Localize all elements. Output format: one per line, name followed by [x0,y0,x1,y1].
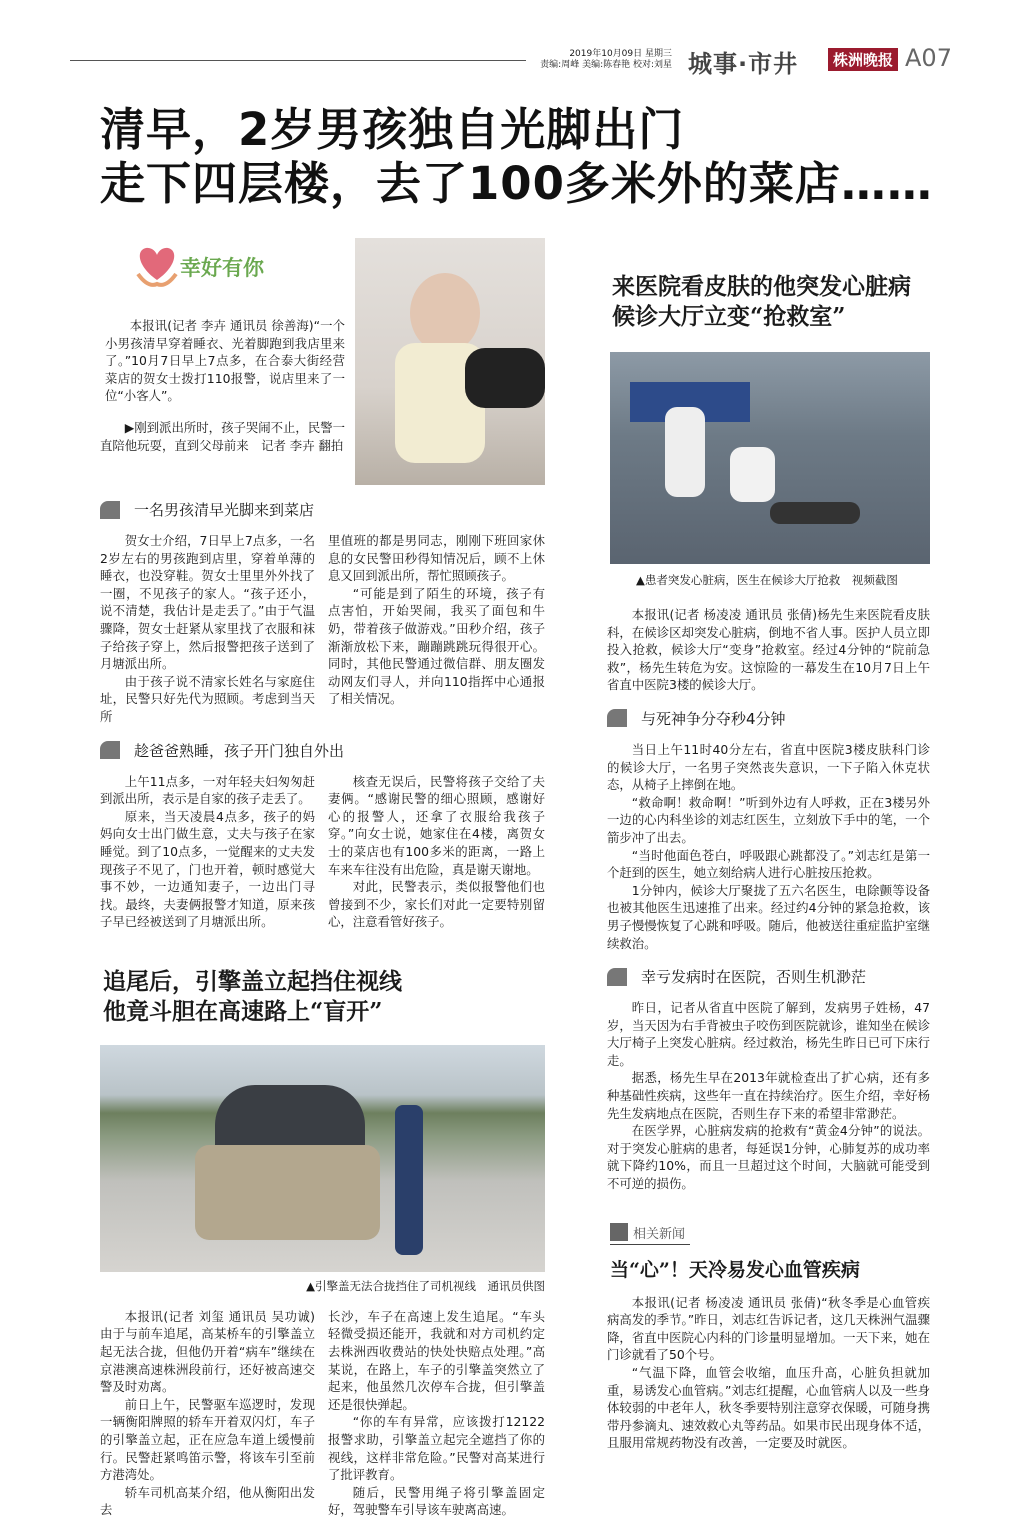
photo-boy [355,238,545,485]
story4-body [607,1294,930,1452]
header-rule [70,60,526,61]
subhead-text: 趁爸爸熟睡，孩子开门独自外出 [134,741,345,760]
page-number: A07 [905,44,952,72]
paragraph: “你的车有异常，应该拨打12122报警求助，引擎盖立起完全遮挡了你的视线，这样非常危险。”民警对高某进行了批评教育。 [328,1414,545,1483]
paragraph: 据悉，杨先生早在2013年就检查出了扩心病，还有多种基础性疾病，这些年一直在持续治疗。医生介绍，幸好杨先生发病地点在医院，否则生存下来的希望非常渺茫。 [607,1070,930,1121]
paragraph: 贺女士介绍，7日早上7点多，一名2岁左右的男孩跑到店里，穿着单薄的睡衣，也没穿鞋。贺女士里里外外找了一圈，不见孩子的家人。“孩子还小，说不清楚，我估计是走丢了。”由于气温骤降，贺女士赶紧从家里找了衣服和袜子给孩子穿上，然后报警把孩子送到了月塘派出所。 [100,533,315,672]
paragraph: 当日上午11时40分左右，省直中医院3楼皮肤科门诊的候诊大厅，一名男子突然丧失意识，一下子陷入休克状态，从椅子上摔倒在地。 [607,741,930,793]
section-name: 城事·市井 [688,50,799,78]
story2-headline [103,967,545,1027]
paragraph: 核查无误后，民警将孩子交给了夫妻俩。“感谢民警的细心照顾，感谢好心的报警人，还拿了衣服给我孩子穿。”向女士说，她家住在4楼，离贺女士的菜店也有100多米的距离，一路上车来车往没有出危险，真是谢天谢地。 [328,773,545,877]
paragraph: 本报讯(记者 李卉 通讯员 徐善海)“一个小男孩清早穿着睡衣、光着脚跑到我店里来了。”10月7日早上7点多，在合泰大街经营菜店的贺女士拨打110报警，说店里来了一位“小客人”。 [105,318,345,404]
paragraph: 本报讯(记者 杨凌凌 通讯员 张倩)杨先生来医院看皮肤科，在候诊区却突发心脏病，倒地不省人事。医护人员立即投入抢救，候诊大厅“变身”抢救室。经过4分钟的“院前急救”，杨先生转危为安。这惊险的一幕发生在10月7日上午省直中医院3楼的候诊大厅。 [607,607,930,693]
subhead-marker-icon [100,501,120,519]
photo-car [100,1045,545,1272]
subhead-1 [100,499,545,520]
heart-hands-icon [132,238,182,288]
headline-line1: 清早，2岁男孩独自光脚出门 [100,103,685,156]
editor-credits: 责编:周峰 美编:陈春艳 校对:刘星 [540,60,672,70]
story1-section2 [100,773,545,931]
paragraph: 上午11点多，一对年轻夫妇匆匆赶到派出所，表示是自家的孩子走丢了。 [100,773,315,807]
story3-intro [607,606,930,694]
tag-text: 相关新闻 [633,1226,686,1242]
story1-intro [100,317,345,405]
paragraph: “救命啊！救命啊！”听到外边有人呼救，正在3楼另外一边的心内科坐诊的刘志红医生，立刻放下手中的笔，一个箭步冲了出去。 [607,794,930,845]
paragraph: 对此，民警表示，类似报警他们也曾接到不少，家长们对此一定要特别留心，注意看管好孩子。 [328,879,545,930]
story1-col4 [328,773,545,931]
subhead-2 [100,740,545,761]
subhead-marker-icon [607,709,627,727]
main-headline [100,103,933,211]
headline-line1: 来医院看皮肤的他突发心脏病 [612,273,911,300]
arrow-icon [610,1223,628,1241]
story2-col2 [328,1308,545,1519]
subhead-text: 与死神争分夺秒4分钟 [641,709,786,728]
paragraph: 1分钟内，候诊大厅聚拢了五六名医生，电除颤等设备也被其他医生迅速推了出来。经过约4分钟的紧急抢救，该男子慢慢恢复了心跳和呼吸。随后，他被送往重症监护室继续救治。 [607,882,930,951]
story3-body1 [607,741,930,952]
subhead-marker-icon [607,968,627,986]
paragraph: 随后，民警用绳子将引擎盖固定好，驾驶警车引导该车驶离高速。 [328,1484,545,1518]
story1-top [100,238,545,485]
issue-date: 2019年10月09日 星期三 [569,49,672,59]
story1-section1 [100,532,545,726]
headline-line1: 追尾后，引擎盖立起挡住视线 [103,967,402,995]
paragraph: 轿车司机高某介绍，他从衡阳出发去 [100,1484,315,1518]
column-logo [132,238,345,293]
paragraph: “当时他面色苍白，呼吸跟心跳都没了。”刘志红是第一个赶到的医生，她立刻给病人进行心脏按压抢救。 [607,847,930,881]
photo-caption: ▲患者突发心脏病，医生在候诊大厅抢救 视频截图 [636,573,898,587]
paragraph: 里值班的都是男同志，刚刚下班回家休息的女民警田秒得知情况后，顾不上休息又回到派出所，帮忙照顾孩子。 [328,533,545,584]
subhead-text: 一名男孩清早光脚来到菜店 [134,501,315,519]
headline-line2: 候诊大厅立变“抢救室” [612,303,846,330]
headline-line2: 走下四层楼，去了100多米外的菜店…… [100,157,933,210]
newspaper-logo: 株洲晚报 [828,48,898,71]
story1-top-text [100,238,345,485]
story2-body [100,1308,545,1519]
caption-text: ▶刚到派出所时，孩子哭闹不止，民警一直陪他玩耍，直到父母前来 记者 李卉 翻拍 [100,419,345,453]
paragraph: 原来，当天凌晨4点多，孩子的妈妈向女士出门做生意，丈夫与孩子在家睡觉。到了10点多，一觉醒来的丈夫发现孩子不见了，门也开着，顿时感觉大事不妙，一边通知妻子，一边出门寻找。最终，夫妻俩报警才知道，原来孩子早已经被送到了月塘派出所。 [100,808,315,930]
paragraph: 由于孩子说不清家长姓名与家庭住址，民警只好先代为照顾。考虑到当天所 [100,673,315,724]
paragraph: “气温下降，血管会收缩，血压升高，心脏负担就加重，易诱发心血管病。”刘志红提醒，心血管病人以及一些身体较弱的中老年人，秋冬季要特别注意穿衣保暖，可随身携带丹参滴丸、速效救心丸等药品。如果市民出现身体不适，且服用常规药物没有改善，一定要及时就医。 [607,1365,930,1451]
story2-col1 [100,1308,315,1519]
headline-line2: 他竟斗胆在高速路上“盲开” [103,997,383,1025]
left-column [100,238,545,1519]
subhead-3 [607,708,930,729]
subhead-text: 幸亏发病时在医院，否则生机渺茫 [641,968,867,987]
subhead-4 [607,966,930,987]
photo-caption: ▲引擎盖无法合拢挡住了司机视线 通讯员供图 [306,1278,545,1293]
story4-headline: 当“心”！天冷易发心血管疾病 [610,1258,860,1281]
paragraph: 本报讯(记者 杨凌凌 通讯员 张倩)“秋冬季是心血管疾病高发的季节。”昨日，刘志红告诉记者，这几天株洲气温骤降，省直中医院心内科的门诊量明显增加。一天下来，她在门诊就看了50个号。 [607,1294,930,1363]
story1-col1 [100,532,315,726]
paragraph: 在医学界，心脏病发病的抢救有“黄金4分钟”的说法。对于突发心脏病的患者，每延误1分钟，心肺复苏的成功率就下降约10%，而且一旦超过这个时间，大脑就可能受到不可逆的损伤。 [607,1123,930,1192]
story3-body2 [607,999,930,1193]
paragraph: 前日上午，民警驱车巡逻时，发现一辆衡阳牌照的轿车开着双闪灯，车子的引擎盖立起，正在应急车道上缓慢前行。民警赶紧鸣笛示警，将该车引至前方港湾处。 [100,1396,315,1483]
story1-col3 [100,773,315,931]
header-meta [540,49,672,71]
photo-hospital [610,352,930,564]
right-column [607,272,930,1452]
paragraph: 长沙，车子在高速上发生追尾。“车头轻微受损还能开，我就和对方司机约定去株洲西收费站的快处快赔点处理。”高某说，在路上，车子的引擎盖突然立了起来，他虽然几次停车合拢，但引擎盖还是很快弹起。 [328,1308,545,1412]
story1-col2 [328,532,545,726]
paragraph: “可能是到了陌生的环境，孩子有点害怕，开始哭闹，我买了面包和牛奶，带着孩子做游戏。”田秒介绍，孩子渐渐放松下来，蹦蹦跳跳玩得很开心。同时，其他民警通过微信群、朋友圈发动网友们寻人，并向110指挥中心通报了相关情况。 [328,585,545,707]
paragraph: 本报讯(记者 刘玺 通讯员 吴功诚)由于与前车追尾，高某桥车的引擎盖立起无法合拢，但他仍开着“病车”继续在京港澳高速株洲段前行，还好被高速交警及时劝离。 [100,1308,315,1395]
related-news-tag [610,1223,690,1245]
story3-headline [612,272,930,332]
photo-caption [100,419,345,454]
logo-text: 幸好有你 [180,256,264,280]
subhead-marker-icon [100,741,120,759]
paragraph: 昨日，记者从省直中医院了解到，发病男子姓杨，47岁，当天因为右手背被虫子咬伤到医院就诊，谁知坐在候诊大厅椅子上突发心脏病。经过救治，杨先生昨日已可下床行走。 [607,1000,930,1068]
